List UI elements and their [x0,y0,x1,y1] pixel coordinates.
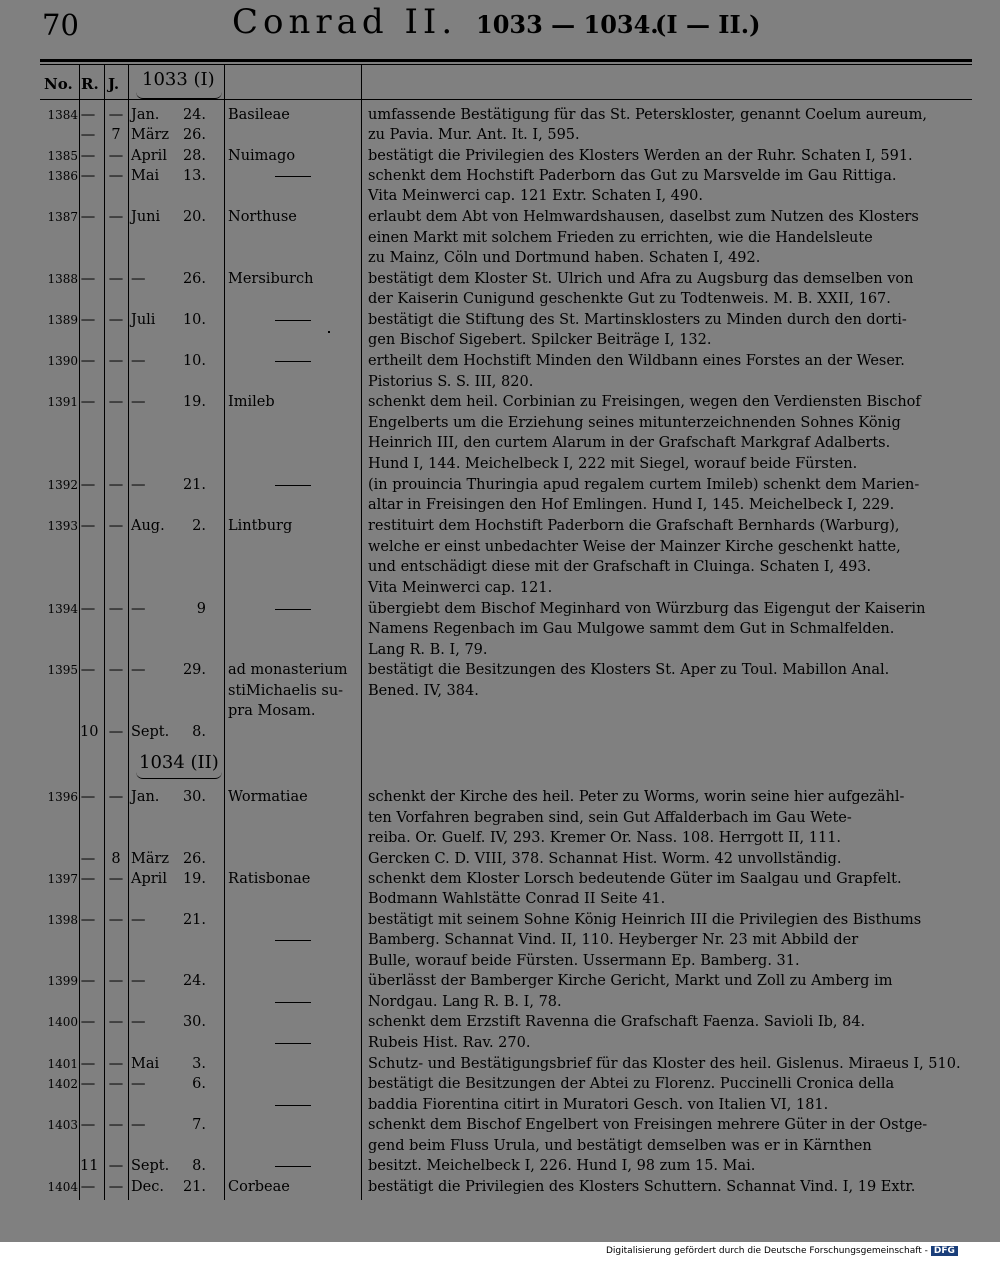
cell-month: März [131,851,170,867]
cell-day: 2. [192,518,206,534]
cell-text: Namens Regenbach im Gau Mulgowe sammt dem Gut in Schmalfelden. [368,621,895,637]
cell-text: welche er einst unbedachter Weise der Mainzer Kirche geschenkt hatte, [368,539,901,555]
cell-j: — [108,209,124,225]
cell-no: 1389 [47,313,78,327]
cell-place: Nuimago [228,148,296,164]
year-heading-1033: 1033 (I) [142,69,215,90]
place-ditto-dash [275,940,311,941]
cell-place: Ratisbonae [228,871,311,887]
cell-j: — [108,1179,124,1195]
cell-j: — [108,1117,124,1133]
cell-month: — [131,912,146,928]
cell-j: — [108,871,124,887]
column-header-rule [40,99,972,100]
cell-no: 1392 [47,478,78,492]
cell-text: Bulle, worauf beide Fürsten. Ussermann Ep. Bamberg. 31. [368,953,800,969]
cell-day: 8. [192,724,206,740]
cell-j: — [108,1056,124,1072]
cell-j: — [108,724,124,740]
cell-r: — [80,851,96,867]
cell-text: bestätigt mit seinem Sohne König Heinrich III die Privilegien des Bisthums [368,912,922,928]
place-ditto-dash [275,320,311,321]
year-heading-brace [136,92,222,99]
cell-j: — [108,353,124,369]
cell-place: pra Mosam. [228,703,316,719]
place-ditto-dash [275,1002,311,1003]
cell-text: Vita Meinwerci cap. 121 Extr. Schaten I, 490. [368,188,703,204]
cell-text: bestätigt dem Kloster St. Ulrich und Afra zu Augsburg das demselben von [368,271,914,287]
cell-month: Jan. [131,789,160,805]
cell-place: Lintburg [228,518,293,534]
cell-place: Imileb [228,394,275,410]
column-rule [361,65,362,1200]
cell-text: ten Vorfahren begraben sind, sein Gut Affalderbach im Gau Wete- [368,810,852,826]
cell-r: 10 [80,724,99,740]
cell-text: Bamberg. Schannat Vind. II, 110. Heyberger Nr. 23 mit Abbild der [368,932,859,948]
cell-r: — [80,312,96,328]
cell-month: — [131,973,146,989]
cell-text: reiba. Or. Guelf. IV, 293. Kremer Or. Nass. 108. Herrgott II, 111. [368,830,842,846]
cell-day: 26. [182,851,206,867]
cell-text: bestätigt die Besitzungen der Abtei zu Florenz. Puccinelli Cronica della [368,1076,895,1092]
cell-no: 1396 [47,790,78,804]
cell-j: — [108,107,124,123]
cell-text: einen Markt mit solchem Frieden zu errichten, wie die Handelsleute [368,230,873,246]
cell-text: Engelberts um die Erziehung seines mitunterzeichnenden Sohnes König [368,415,901,431]
cell-text: Vita Meinwerci cap. 121. [368,580,553,596]
cell-month: Dec. [131,1179,164,1195]
cell-day: 24. [182,973,206,989]
page-number: 70 [42,8,79,42]
cell-j: — [108,148,124,164]
cell-place: Corbeae [228,1179,290,1195]
cell-r: — [80,912,96,928]
cell-text: altar in Freisingen den Hof Emlingen. Hund I, 145. Meichelbeck I, 229. [368,497,895,513]
cell-no: 1393 [47,519,78,533]
cell-text: Gercken C. D. VIII, 378. Schannat Hist. Worm. 42 unvollständig. [368,851,842,867]
cell-text: Schutz- und Bestätigungsbrief für das Kloster des heil. Gislenus. Miraeus I, 510. [368,1056,961,1072]
cell-no: 1399 [47,974,78,988]
footer-text: Digitalisierung gefördert durch die Deutsche Forschungsgemeinschaft - [606,1246,928,1256]
cell-month: Juni [131,209,161,225]
place-ditto-dash [275,176,311,177]
cell-text: schenkt dem heil. Corbinian zu Freisingen, wegen den Verdiensten Bischof [368,394,921,410]
cell-r: — [80,871,96,887]
header-years: 1033 — 1034. [476,10,659,39]
cell-text: erlaubt dem Abt von Helmwardshausen, daselbst zum Nutzen des Klosters [368,209,919,225]
cell-r: 11 [80,1158,99,1174]
cell-r: — [80,1179,96,1195]
cell-no: 1404 [47,1180,78,1194]
cell-place: ad monasterium [228,662,348,678]
cell-text: Heinrich III, den curtem Alarum in der Grafschaft Markgraf Adalberts. [368,435,891,451]
cell-text: bestätigt die Privilegien des Klosters Werden an der Ruhr. Schaten I, 591. [368,148,913,164]
cell-day: 30. [182,789,206,805]
cell-no: 1395 [47,663,78,677]
cell-place: stiMichaelis su- [228,683,344,699]
cell-j: 7 [111,127,121,143]
column-rule [224,65,225,1200]
cell-text: restituirt dem Hochstift Paderborn die Grafschaft Bernhards (Warburg), [368,518,900,534]
cell-month: April [131,148,167,164]
cell-j: — [108,601,124,617]
cell-place: Wormatiae [228,789,308,805]
column-rule [128,65,129,1200]
cell-day: 20. [182,209,206,225]
year-heading-1034: 1034 (II) [139,752,219,773]
cell-day: 19. [182,394,206,410]
cell-day: 3. [192,1056,206,1072]
cell-text: Pistorius S. S. III, 820. [368,374,534,390]
cell-j: — [108,1076,124,1092]
cell-text: Bened. IV, 384. [368,683,479,699]
cell-j: — [108,1158,124,1174]
cell-month: Mai [131,168,160,184]
cell-day: 24. [182,107,206,123]
cell-no: 1397 [47,872,78,886]
cell-r: — [80,209,96,225]
cell-text: bestätigt die Privilegien des Klosters Schuttern. Schannat Vind. I, 19 Extr. [368,1179,916,1195]
cell-no: 1388 [47,272,78,286]
scan-mark [328,331,330,333]
cell-no: 1385 [47,149,78,163]
place-ditto-dash [275,609,311,610]
cell-month: — [131,271,146,287]
cell-text: Nordgau. Lang R. B. I, 78. [368,994,562,1010]
cell-no: 1394 [47,602,78,616]
page-header [0,0,1000,52]
cell-r: — [80,148,96,164]
column-header-r: R. [81,75,99,93]
cell-r: — [80,973,96,989]
cell-no: 1403 [47,1118,78,1132]
cell-day: 10. [182,312,206,328]
cell-j: — [108,789,124,805]
cell-r: — [80,1117,96,1133]
cell-no: 1391 [47,395,78,409]
cell-month: Jan. [131,107,160,123]
cell-day: 10. [182,353,206,369]
cell-j: — [108,394,124,410]
cell-r: — [80,662,96,678]
cell-day: 13. [182,168,206,184]
column-header-j: J. [108,75,120,93]
cell-month: — [131,1014,146,1030]
cell-place: Mersiburch [228,271,314,287]
year-heading-brace [136,772,222,779]
cell-day: 9 [196,601,206,617]
cell-month: Aug. [131,518,165,534]
cell-day: 26. [182,127,206,143]
cell-no: 1401 [47,1057,78,1071]
place-ditto-dash [275,1166,311,1167]
cell-j: — [108,662,124,678]
cell-text: bestätigt die Stiftung des St. Martinsklosters zu Minden durch den dorti- [368,312,907,328]
cell-month: — [131,601,146,617]
cell-r: — [80,107,96,123]
cell-month: — [131,353,146,369]
cell-text: ertheilt dem Hochstift Minden den Wildbann eines Forstes an der Weser. [368,353,905,369]
cell-j: — [108,912,124,928]
cell-day: 7. [192,1117,206,1133]
cell-no: 1398 [47,913,78,927]
cell-text: besitzt. Meichelbeck I, 226. Hund I, 98 zum 15. Mai. [368,1158,756,1174]
cell-text: übergiebt dem Bischof Meginhard von Würzburg das Eigengut der Kaiserin [368,601,926,617]
cell-text: gend beim Fluss Urula, und bestätigt demselben was er in Kärnthen [368,1138,872,1154]
cell-day: 26. [182,271,206,287]
cell-r: — [80,127,96,143]
place-ditto-dash [275,1043,311,1044]
cell-text: schenkt dem Erzstift Ravenna die Grafschaft Faenza. Savioli Ib, 84. [368,1014,866,1030]
cell-no: 1386 [47,169,78,183]
cell-month: März [131,127,170,143]
cell-month: — [131,477,146,493]
cell-place: Northuse [228,209,297,225]
dfg-logo: DFG [931,1246,958,1256]
cell-j: — [108,271,124,287]
cell-r: — [80,1014,96,1030]
cell-day: 30. [182,1014,206,1030]
cell-r: — [80,271,96,287]
header-rule-thick [40,59,972,62]
cell-text: gen Bischof Sigebert. Spilcker Beiträge I, 132. [368,332,712,348]
cell-j: — [108,477,124,493]
cell-j: — [108,312,124,328]
cell-j: — [108,1014,124,1030]
cell-text: Bodmann Wahlstätte Conrad II Seite 41. [368,891,666,907]
cell-text: Hund I, 144. Meichelbeck I, 222 mit Siegel, worauf beide Fürsten. [368,456,858,472]
footer [606,1246,958,1256]
cell-text: schenkt dem Kloster Lorsch bedeutende Güter im Saalgau und Grapfelt. [368,871,902,887]
cell-r: — [80,353,96,369]
cell-text: und entschädigt diese mit der Grafschaft in Cluinga. Schaten I, 493. [368,559,872,575]
place-ditto-dash [275,361,311,362]
cell-text: schenkt dem Bischof Engelbert von Freisingen mehrere Güter in der Ostge- [368,1117,928,1133]
cell-no: 1390 [47,354,78,368]
cell-text: umfassende Bestätigung für das St. Peterskloster, genannt Coelum aureum, [368,107,927,123]
cell-no: 1387 [47,210,78,224]
cell-day: 21. [182,1179,206,1195]
cell-j: 8 [111,851,121,867]
page-title: Conrad II. [232,2,458,42]
cell-text: baddia Fiorentina citirt in Muratori Gesch. von Italien VI, 181. [368,1097,829,1113]
cell-month: Sept. [131,724,170,740]
cell-r: — [80,1076,96,1092]
place-ditto-dash [275,485,311,486]
cell-month: — [131,394,146,410]
cell-month: Mai [131,1056,160,1072]
cell-r: — [80,601,96,617]
cell-j: — [108,168,124,184]
cell-text: Lang R. B. I, 79. [368,642,488,658]
cell-month: — [131,1076,146,1092]
cell-day: 19. [182,871,206,887]
cell-place: Basileae [228,107,290,123]
cell-text: zu Mainz, Cöln und Dortmund haben. Schaten I, 492. [368,250,761,266]
cell-month: — [131,1117,146,1133]
cell-day: 29. [182,662,206,678]
cell-text: schenkt der Kirche des heil. Peter zu Worms, worin seine hier aufgezähl- [368,789,905,805]
cell-j: — [108,518,124,534]
cell-r: — [80,1056,96,1072]
header-indiction: (I — II.) [655,10,761,39]
cell-text: schenkt dem Hochstift Paderborn das Gut zu Marsvelde im Gau Rittiga. [368,168,897,184]
cell-no: 1402 [47,1077,78,1091]
cell-no: 1400 [47,1015,78,1029]
cell-r: — [80,394,96,410]
cell-text: überlässt der Bamberger Kirche Gericht, Markt und Zoll zu Amberg im [368,973,893,989]
cell-text: (in prouincia Thuringia apud regalem curtem Imileb) schenkt dem Marien- [368,477,920,493]
cell-text: zu Pavia. Mur. Ant. It. I, 595. [368,127,580,143]
cell-month: Sept. [131,1158,170,1174]
cell-month: Juli [131,312,156,328]
cell-r: — [80,789,96,805]
cell-text: der Kaiserin Cunigund geschenkte Gut zu Todtenweis. M. B. XXII, 167. [368,291,891,307]
column-header-no: No. [44,75,73,93]
cell-month: — [131,662,146,678]
header-rule-thin [40,64,972,65]
cell-day: 21. [182,477,206,493]
column-rule [104,65,105,1200]
cell-day: 28. [182,148,206,164]
cell-r: — [80,518,96,534]
cell-month: April [131,871,167,887]
cell-day: 21. [182,912,206,928]
cell-r: — [80,477,96,493]
cell-text: Rubeis Hist. Rav. 270. [368,1035,531,1051]
cell-r: — [80,168,96,184]
cell-day: 6. [192,1076,206,1092]
place-ditto-dash [275,1105,311,1106]
cell-text: bestätigt die Besitzungen des Klosters St. Aper zu Toul. Mabillon Anal. [368,662,890,678]
cell-no: 1384 [47,108,78,122]
cell-j: — [108,973,124,989]
cell-day: 8. [192,1158,206,1174]
